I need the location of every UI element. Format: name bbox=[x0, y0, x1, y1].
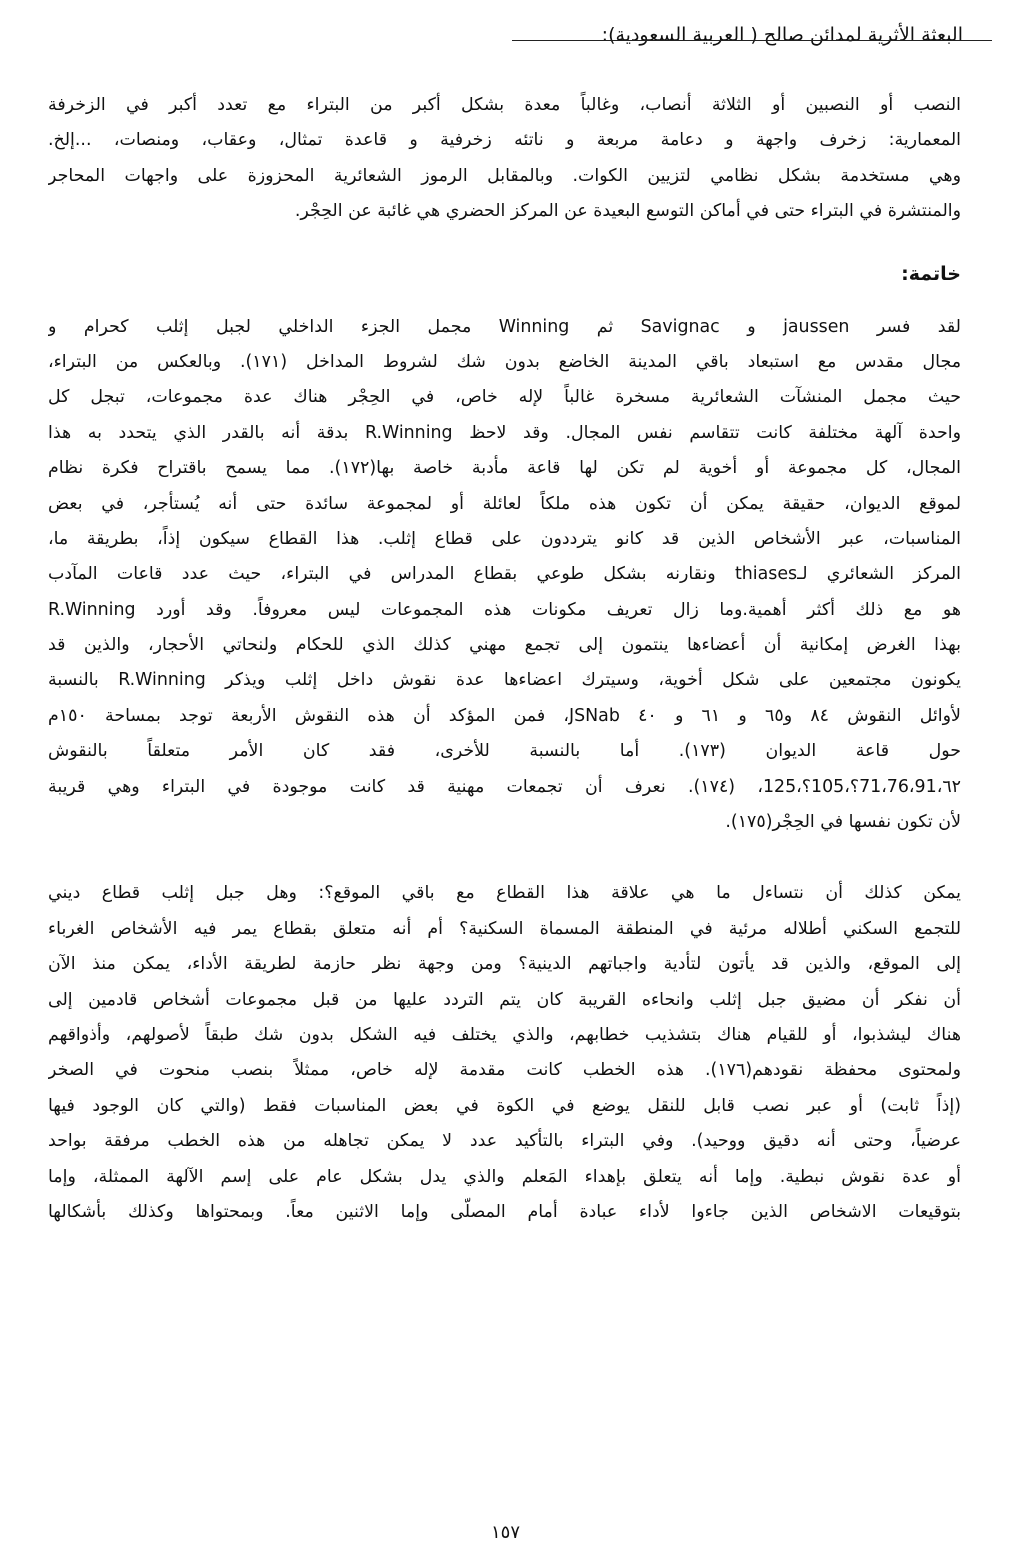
paragraph-1 bbox=[48, 88, 961, 230]
text-line: ٦٢،71،76،91؟،105؟،125، (١٧٤). نعرف أن تجمعات مهنية قد كانت موجودة في البتراء وهي قريبة bbox=[48, 776, 961, 797]
text-line: بتوقيعات الاشخاص الذين جاءوا لأداء عبادة أمام المصلّى وإما الاثنين معاً. وبمحتواها وكذلك بأشكالها bbox=[48, 1201, 961, 1222]
section-heading: خاتمة: bbox=[901, 262, 961, 285]
text-line: والمنتشرة في البتراء حتى في أماكن التوسع البعيدة عن المركز الحضري هي غائبة عن الحِجْر. bbox=[294, 201, 961, 222]
text-line: إلى الموقع، والذين قد يأتون لتأدية واجباتهم الدينية؟ ومن وجهة نظر حازمة لطريقة الأداء، يمكن منذ الآن bbox=[48, 954, 961, 975]
text-line: المجال، كل مجموعة أو أخوية لم تكن لها قاعة مأدبة خاصة بها(١٧٢). مما يسمح باقتراح فكرة نظام bbox=[48, 458, 961, 479]
text-line: بهذا الغرض إمكانية أن أعضاءها ينتمون إلى تجمع مهني كذلك الذي للحكام ولنحاتي الأحجار، والذين قد bbox=[48, 635, 961, 656]
text-line: لقد فسر jaussen و Savignac ثم Winning مجمل الجزء الداخلي لجبل إثلب كحرام و bbox=[48, 316, 961, 337]
page-number: ١٥٧ bbox=[490, 1522, 520, 1543]
text-line: وهي مستخدمة بشكل نظامي لتزيين الكوات. وبالمقابل الرموز الشعائرية المحزوزة على واجهات المحاجر bbox=[48, 165, 961, 186]
text-line: مجال مقدس مع استبعاد باقي المدينة الخاضع بدون شك لشروط المداخل (١٧١). وبالعكس من البتراء، bbox=[48, 351, 961, 372]
text-line: يكونون مجتمعين على شكل أخوية، وسيترك اعضاءها عدة نقوش داخل إثلب ويذكر R.Winning بالنسبة bbox=[48, 670, 961, 691]
text-line: يمكن كذلك أن نتساءل ما هي علاقة هذا القطاع مع باقي الموقع؟: وهل جبل إثلب قطاع ديني bbox=[48, 883, 961, 904]
paragraph-3 bbox=[48, 876, 961, 1230]
text-line: المركز الشعائري لـthiases ونقارنه بشكل طوعي بقطاع المدراس في البتراء، حيث عدد قاعات المآدب bbox=[48, 564, 961, 585]
text-line: لأوائل النقوش ٨٤ و٦٥ و ٦١ و ٤٠ JSNab، فمن المؤكد أن هذه النقوش الأربعة توجد بمساحة ١٥٠م bbox=[48, 705, 961, 726]
text-line: المعمارية: زخرف واجهة و دعامة مربعة و ناتئه زخرفية و قاعدة تمثال، وعقاب، ومنصات، ...إلخ. bbox=[48, 130, 961, 151]
text-line: ولمحتوى محفظة نقودهم(١٧٦). هذه الخطب كانت مقدمة لإله خاص، ممثلاً بنصب منحوت في الصخر bbox=[48, 1060, 961, 1081]
text-line: أو عدة نقوش نبطية. وإما أنه يتعلق بإهداء المَعلم والذي يدل بشكل عام على إسم الآلهة الممثلة، وإما bbox=[48, 1166, 961, 1187]
text-line: لموقع الديوان، حقيقة يمكن أن تكون هذه ملكاً لعائلة أو لمجموعة سائدة حتى أنه يُستأجر، في بعض bbox=[48, 493, 961, 514]
text-line: عرضياً، وحتى أنه دقيق ووحيد). وفي البتراء بالتأكيد عدد لا يمكن تجاهله من هذه الخطب مرفقة بواحد bbox=[48, 1131, 961, 1152]
page-content bbox=[48, 88, 961, 1230]
text-line: أن نفكر أن مضيق جبل إثلب وانحاءه القريبة كان يتم التردد عليها من قبل مجموعات أشخاص قادمين إلى bbox=[48, 989, 961, 1010]
text-line: واحدة آلهة مختلفة كانت تتقاسم نفس المجال. وقد لاحظ R.Winning بدقة أنه بالقدر الذي يتحدد به هذا bbox=[48, 422, 961, 443]
text-line: لأن تكون نفسها في الحِجْر(١٧٥). bbox=[725, 812, 961, 833]
text-line: هناك ليشذبوا، أو للقيام هناك بتشذيب خطابهم، والذي يختلف فيه الشكل بدون شك طبقاً لأصولهم، وأذواقهم bbox=[48, 1024, 961, 1045]
page-header bbox=[30, 22, 981, 52]
text-line: حول قاعة الديوان (١٧٣). أما بالنسبة للأخرى، فقد كان الأمر متعلقاً بالنقوش bbox=[48, 741, 961, 762]
text-line: للتجمع السكني أطلاله مرئية في المنطقة المسماة السكنية؟ أم أنه متعلق بقطاع يمر فيه الأشخاص الغرباء bbox=[48, 918, 961, 939]
running-title: البعثة الأثرية لمدائن صالح ( العربية السعودية): bbox=[601, 24, 963, 46]
text-line: (إذاً ثابت) أو عبر نصب قابل للنقل يوضع في الكوة في بعض المناسبات فقط (والتي كان الوجود فيها bbox=[48, 1095, 961, 1116]
text-line: النصب أو النصبين أو الثلاثة أنصاب، وغالباً معدة بشكل أكبر من البتراء مع تعدد أكبر في الزخرفة bbox=[48, 95, 961, 115]
paragraph-gap bbox=[48, 840, 961, 876]
text-line: المناسبات، عبر الأشخاص الذين قد كانو يترددون على قطاع إثلب. هذا القطاع سيكون إذاً، بطريقة ما، bbox=[48, 528, 961, 549]
paragraph-2 bbox=[48, 310, 961, 841]
header-rule bbox=[512, 40, 992, 41]
text-line: هو مع ذلك أكثر أهمية.وما زال تعريف مكونات هذه المجموعات ليس معروفاً. وقد أورد R.Winning bbox=[48, 599, 961, 620]
text-line: حيث مجمل المنشآت الشعائرية مسخرة غالباً لإله خاص، في الحِجْر هناك عدة مجموعات، تبجل كل bbox=[48, 387, 961, 408]
